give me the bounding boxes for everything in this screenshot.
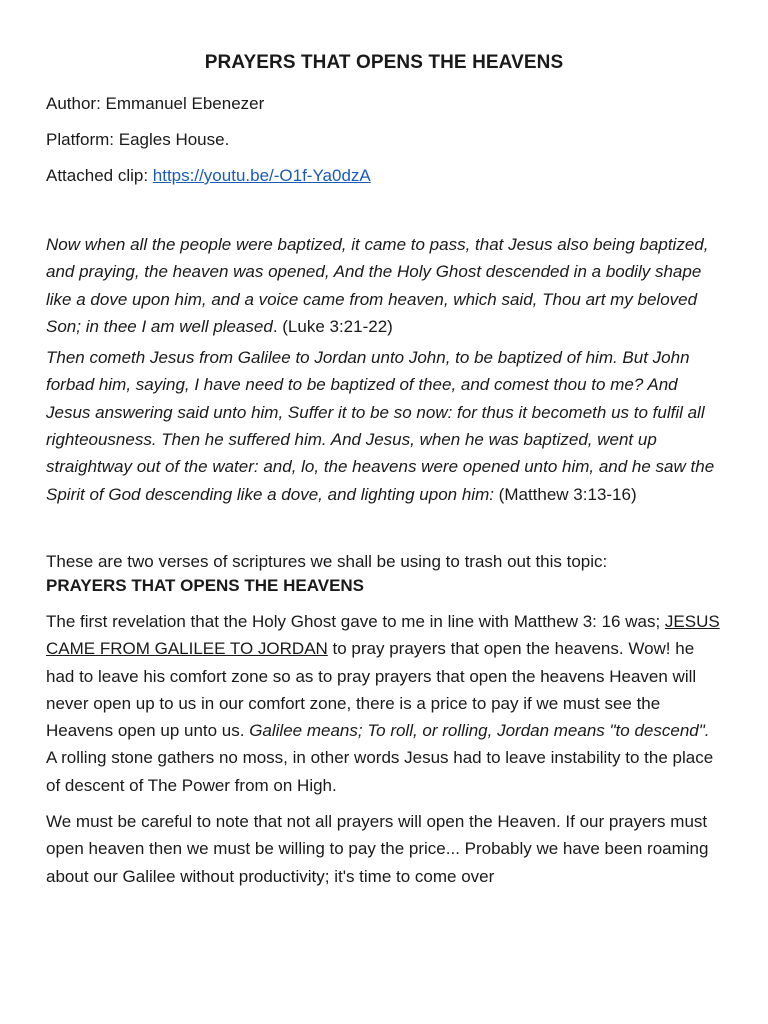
scripture-matthew-ref: (Matthew 3:13-16): [493, 484, 637, 504]
attached-clip-line: [46, 164, 722, 188]
scripture-matthew-text: Then cometh Jesus from Galilee to Jordan unto John, to be baptized of him. But John forbad him, saying, I have need to be baptized of thee, and comest thou to me? And Jesus answering said unto him, Suffer it to be so now: for thus it becometh us to fulfil all righteousness. Then he suffered him. And Jesus, when he was baptized, went up straightway out of the water: and, lo, the heavens were opened unto him, and he saw the Spirit of God descending like a dove, and lighting upon him:: [46, 348, 715, 504]
scripture-luke: [46, 231, 722, 340]
p1-italic-text: Galilee means; To roll, or rolling, Jordan means "to descend".: [249, 721, 710, 741]
p1-text-a: The first revelation that the Holy Ghost gave to me in line with Matthew 3: 16 was;: [46, 611, 665, 631]
body-paragraph-2: We must be careful to note that not all prayers will open the Heaven. If our prayers must open heaven then we must be willing to pay the price... Probably we have been roaming about our Galilee without productivity; it's time to come over: [46, 812, 709, 886]
scripture-matthew: [46, 344, 722, 508]
p1-underlined-text: JESUS CAME FROM GALILEE TO JORDAN: [46, 611, 720, 659]
scripture-luke-ref: . (Luke 3:21-22): [272, 316, 393, 336]
document-title: PRAYERS THAT OPENS THE HEAVENS: [204, 52, 564, 73]
section-heading: PRAYERS THAT OPENS THE HEAVENS: [46, 575, 365, 595]
p1-text-b: to pray prayers that open the heavens. Wow! he had to leave his comfort zone so as to pray prayers that open the heavens Heaven will never open up to us in our comfort zone, there is a price to pay if we must see the Heavens open up unto us.: [46, 639, 697, 741]
platform-line: Platform: Eagles House.: [46, 130, 230, 149]
body-paragraph-1: [46, 608, 722, 799]
scripture-luke-text: Now when all the people were baptized, it came to pass, that Jesus also being baptized, and praying, the heaven was opened, And the Holy Ghost descended in a bodily shape like a dove upon him, and a voice came from heaven, which said, Thou art my beloved Son; in thee I am well pleased: [46, 235, 709, 336]
p1-text-c: A rolling stone gathers no moss, in other words Jesus had to leave instability to the place of descent of The Power from on High.: [46, 748, 714, 795]
attached-clip-label: Attached clip:: [46, 166, 153, 185]
attached-clip-link[interactable]: https://youtu.be/-O1f-Ya0dzA: [152, 166, 371, 185]
author-line: Author: Emmanuel Ebenezer: [46, 94, 265, 113]
intro-paragraph: These are two verses of scriptures we shall be using to trash out this topic:: [46, 551, 608, 571]
